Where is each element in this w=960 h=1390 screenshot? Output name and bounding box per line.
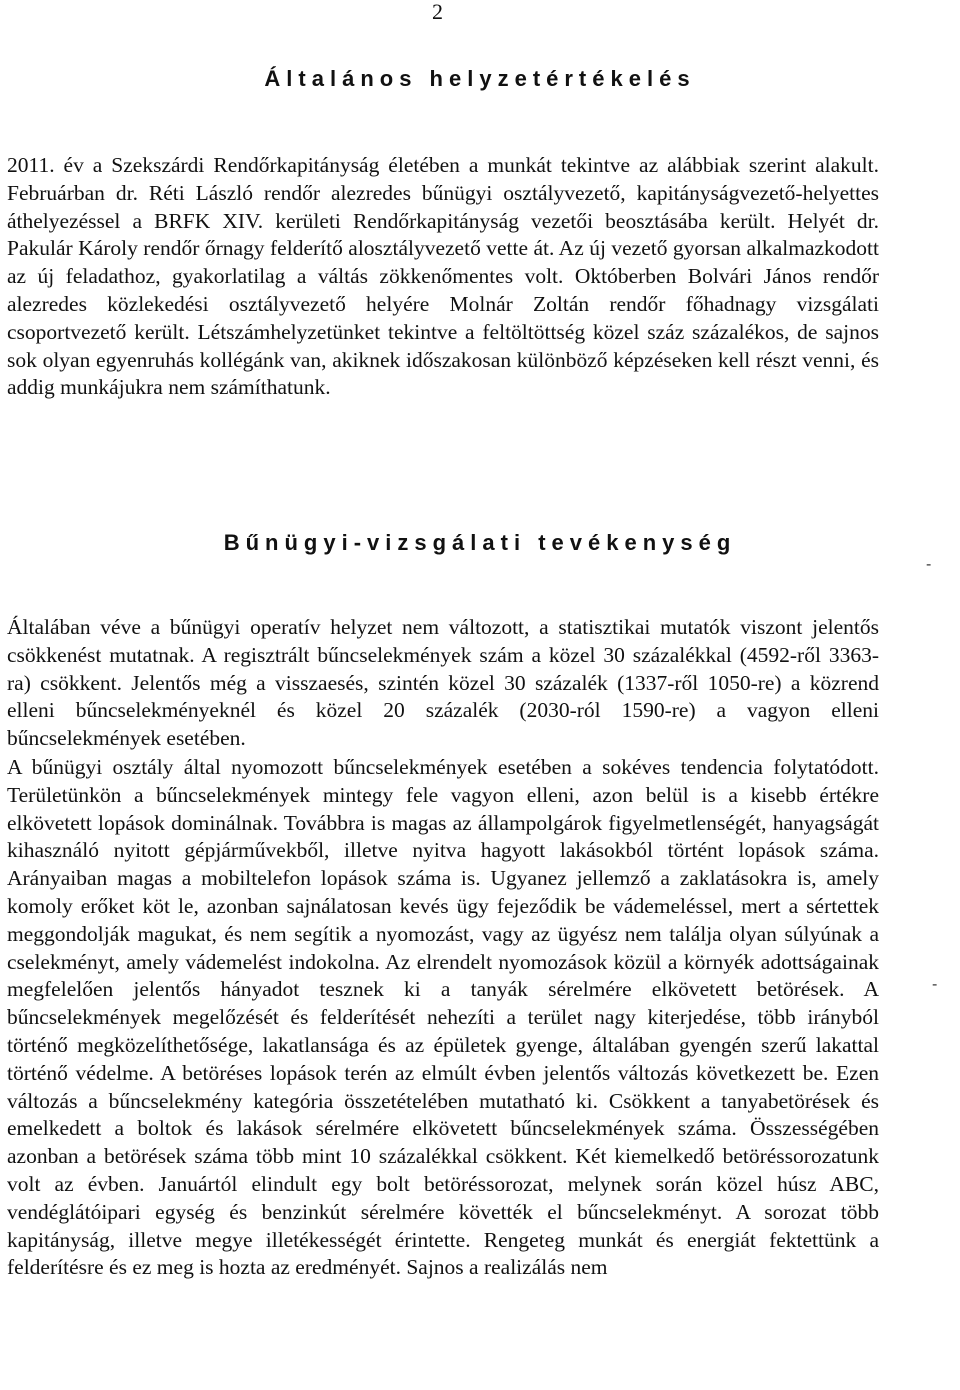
page-number: 2	[432, 0, 443, 24]
paragraph-criminal-stats: Általában véve a bűnügyi operatív helyzet nem változott, a statisztikai mutatók viszont jelentős csökkenést mutatnak. A regisztrált bűncselekmények szám a közel 30 százalékkal (4592-ről 3363- ra) csökkent. Jelentős még a visszaesés, szintén közel 30 százalék (1337-ről 1050-re) a közrend elleni bűncselekményeknél és közel 20 százalék (2030-ról 1590-re) a vagyon elleni bűncselekmények esetében.	[7, 615, 879, 751]
paragraph-criminal-department: A bűnügyi osztály által nyomozott bűncselekmények esetében a sokéves tendencia folytatódott. Területünkön a bűncselekmények mintegy fele vagyon elleni, azon belül is a kisebb értékre elkövetett lopások dominálnak. Továbbra is magas az állampolgárok figyelmetlenségét, hanyagságát kihasználó nyitott gépjárművekből, illetve nyitva hagyott lakásokból történt lopások száma. Arányaiban magas a mobiltelefon lopások száma is. Ugyanez jellemző a zaklatásokra is, amely komoly erőket köt le, azonban sajnálatosan kevés ügy fejeződik be vádemeléssel, mert a sértettek meggondolják magukat, és nem segítik a nyomozást, vagy az ügyész nem találja olyan súlyúnak a cselekményt, amely vádemelést indokolna. Az elrendelt nyomozások közül a környék adottságainak megfelelően jelentős hányadot tesznek ki a tanyák sérelmére elkövetett betörések. A bűncselekmények megelőzését és felderítését nehezíti a terület nagy kiterjedése, több irányból történő megközelíthetősége, lakatlansága és az épületek gyenge, általában gyengén szerű lakattal történő védelme. A betöréses lopások terén az elmúlt évben jelentős változás következett be. Ezen változás a bűncselekmény kategória összetételében mutatható ki. Csökkent a tanyabetörések és emelkedett a boltok és lakások sérelmére elkövetett bűncselekmények száma. Összességében azonban a betörések száma több mint 10 százalékkal csökkent. Két kiemelkedő betöréssorozatunk volt az évben. Januártól elindult egy bolt betöréssorozat, melynek során közel húsz ABC, vendéglátóipari egység és benzinkút sérelmére követték el bűncselekményt. A sorozat több kapitányság, illetve megye illetékességét érintette. Rengeteg munkát és energiát fektettünk a felderítésre és ez meg is hozta az eredményét. Sajnos a realizálás nem	[7, 755, 879, 1280]
margin-mark: -	[932, 976, 938, 993]
margin-mark: -	[926, 556, 932, 573]
section-heading-criminal: Bűnügyi-vizsgálati tevékenység	[223, 530, 737, 555]
section-heading-general: Általános helyzetértékelés	[264, 66, 696, 91]
paragraph-general: 2011. év a Szekszárdi Rendőrkapitányság életében a munkát tekintve az alábbiak szerint alakult. Februárban dr. Réti László rendőr alezredes bűnügyi osztályvezető, kapitányságvezető-helyettes áthelyezéssel a BRFK XIV. kerületi Rendőrkapitányság vezetői beosztásába került. Helyét dr. Pakulár Károly rendőr őrnagy felderítő alosztályvezető vette át. Az új vezető gyorsan alkalmazkodott az új feladathoz, gyakorlatilag a váltás zökkenőmentes volt. Októberben Bolvári János rendőr alezredes közlekedési osztályvezető helyére Molnár Zoltán rendőr főhadnagy vizsgálati csoportvezető került. Létszámhelyzetünket tekintve a feltöltöttség közel száz százalékos, de sajnos sok olyan egyenruhás kollégánk van, akiknek időszakosan különböző képzéseken kell részt venni, és addig munkájukra nem számíthatunk.	[7, 153, 879, 400]
